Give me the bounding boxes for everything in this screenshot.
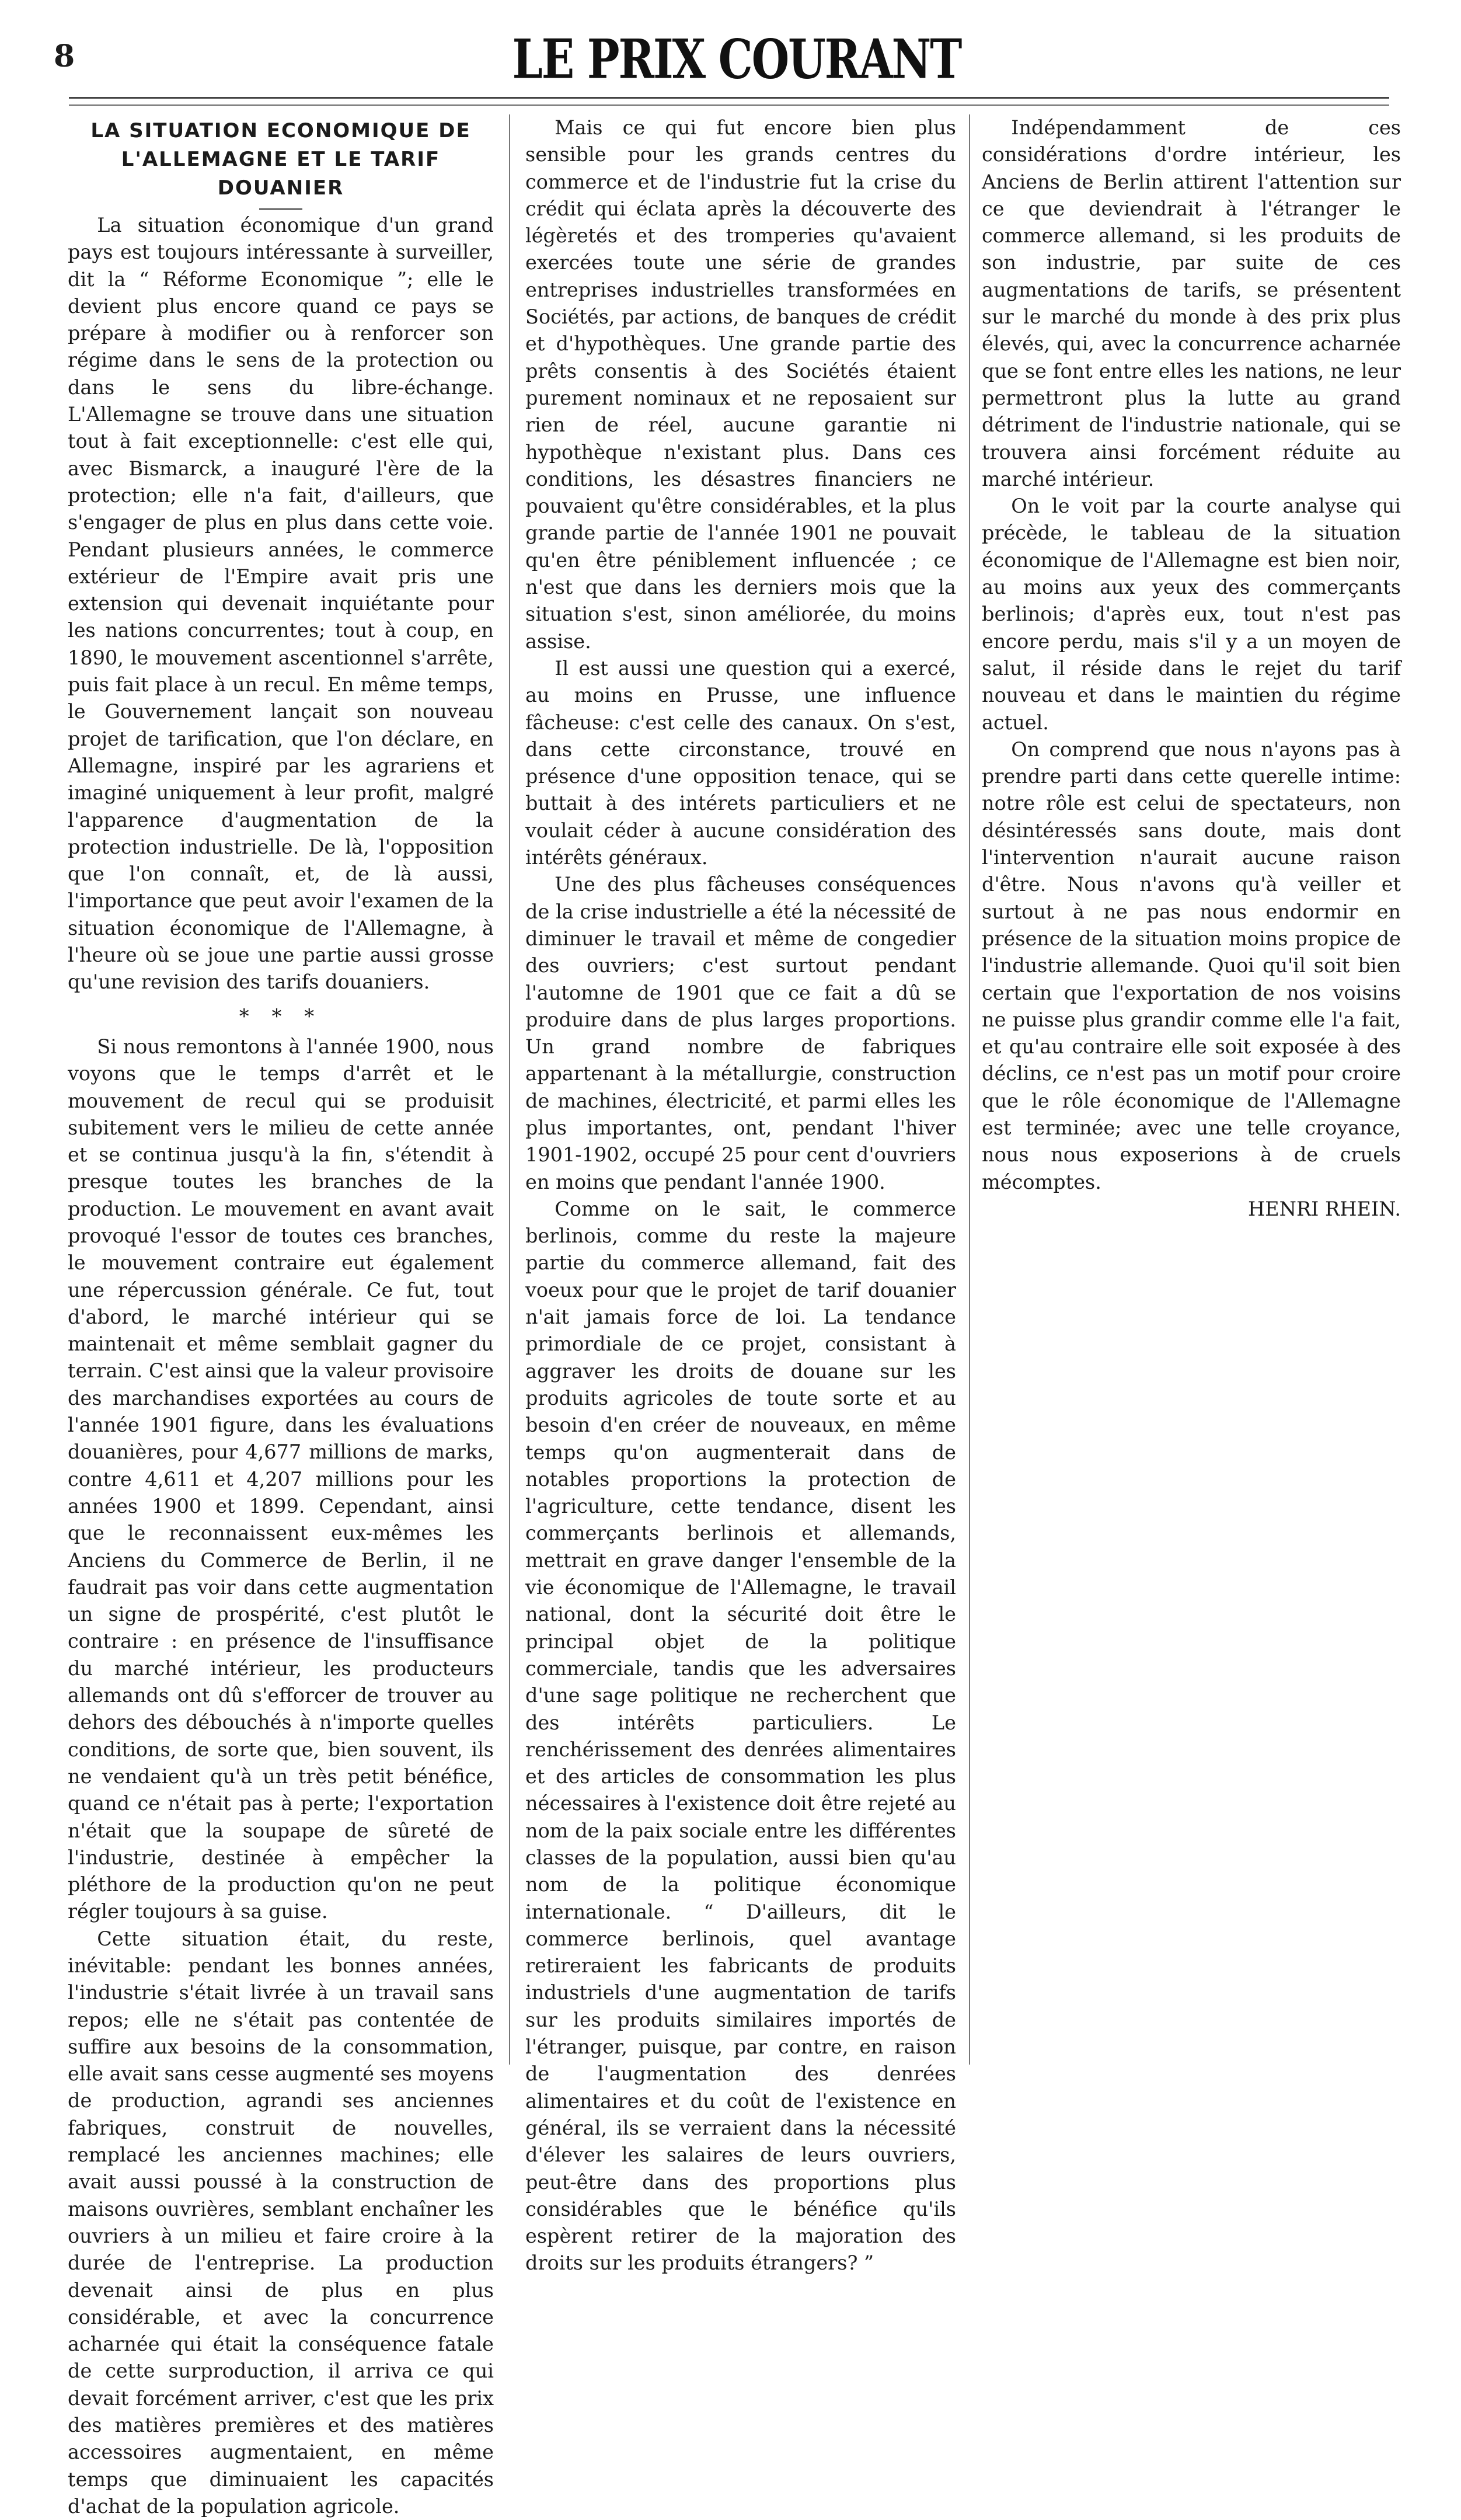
article-paragraph: La situation économique d'un grand pays est toujours intéressante à surveiller, dit la “ Réforme Economique ”; elle le devient plus encore quand ce pays se prépare à modifier ou à renforcer son régime dans le sens de la protection ou dans le sens du libre-échange. L'Allemagne se trouve dans une situation tout à fait exceptionnelle: c'est elle qui, avec Bismarck, a inauguré l'ère de la protection; elle n'a fait, d'ailleurs, que s'engager de plus en plus dans cette voie. Pendant plusieurs années, le commerce extérieur de l'Empire avait pris une extension qui devenait inquiétante pour les nations concurrentes; tout à coup, en 1890, le mouvement ascentionnel s'arrête, puis fait place à un recul. En même temps, le Gouvernement lançait son nouveau projet de tarification, que l'on déclare, en Allemagne, inspiré par les agrariens et imaginé uniquement à leur profit, malgré l'apparence d'augmentation de la protection industrielle. De là, l'opposition que l'on connaît, et, de là aussi, l'importance que peut avoir l'examen de la situation économique de l'Allemagne, à l'heure où se joue une partie aussi grosse qu'une revision des tarifs douaniers. (68, 214, 494, 994)
page-number: 8 (54, 39, 75, 74)
article-paragraph: Cette situation était, du reste, inévitable: pendant les bonnes années, l'industrie s'était livrée à un travail sans repos; elle ne s'était pas contentée de suffire aux besoins de la consommation, elle avait sans cesse augmenté ses moyens de production, agrandi ses anciennes fabriques, construit de nouvelles, remplacé les anciennes machines; elle avait aussi poussé à la construction de maisons ouvrières, semblant enchaîner les ouvriers à un milieu et faire croire à la durée de l'entreprise. La production devenait ainsi de plus en plus considérable, et avec la concurrence acharnée qui était la conséquence fatale de cette surproduction, il arriva ce qui devait forcément arriver, c'est que les prix des matières premières et des matières accessoires augmentaient, en même temps que diminuaient les capacités d'achat de la population agricole. (68, 1927, 494, 2518)
column-3 (982, 114, 1401, 2065)
column-2 (525, 114, 956, 2275)
article-paragraph: On comprend que nous n'ayons pas à prendre parti dans cette querelle intime: notre rôle est celui de spectateurs, non désintéressés sans doute, mais dont l'intervention n'aurait aucune raison d'être. Nous n'avons qu'à veiller et surtout à ne pas nous endormir en présence de la situation moins propice de l'industrie allemande. Quoi qu'il soit bien certain que l'exportation de nos voisins ne puisse plus grandir comme elle l'a fait, et qu'au contraire elle soit exposée à des déclins, ce n'est pas un motif pour croire que le rôle économique de l'Allemagne est terminée; avec une telle croyance, nous nous exposerions à de cruels mécomptes. (982, 737, 1401, 1193)
article-paragraph: Indépendamment de ces considérations d'ordre intérieur, les Anciens de Berlin attirent l'attention sur ce que deviendrait à l'étranger le commerce allemand, si les produits de son industrie, par suite de ces augmentations de tarifs, se présentent sur le marché du monde à des prix plus élevés, qui, avec la concurrence acharnée que se font entre elles les nations, ne leur permettront plus la lutte au grand détriment de l'industrie nationale, qui se trouvera ainsi forcément réduite au marché intérieur. (982, 116, 1401, 490)
author-signature: HENRI RHEIN. (1247, 1197, 1401, 1220)
column-1 (68, 114, 494, 2518)
article-paragraph: Comme on le sait, le commerce berlinois, comme du reste la majeure partie du commerce allemand, fait des voeux pour que le projet de tarif douanier n'ait jamais force de loi. La tendance primordiale de ce projet, consistant à aggraver les droits de douane sur les produits agricoles de toute sorte et au besoin d'en créer de nouveaux, en même temps qu'on augmenterait dans de notables proportions la protection de l'agriculture, cette tendance, disent les commerçants berlinois et allemands, mettrait en grave danger l'ensemble de la vie économique de l'Allemagne, le travail national, dont la sécurité doit être le principal objet de la politique commerciale, tandis que les adversaires d'une sage politique ne recherchent que des intérêts particuliers. Le renchérissement des denrées alimentaires et des articles de consommation les plus nécessaires à l'existence doit être rejeté au nom de la paix sociale entre les différentes classes de la population, aussi bien qu'au nom de la politique économique internationale. “ D'ailleurs, dit le commerce berlinois, quel avantage retireraient les fabricants de produits industriels d'une augmentation de tarifs sur les produits similaires importés de l'étranger, puisque, par contre, en raison de l'augmentation des denrées alimentaires et du coût de l'existence en général, ils se verraient dans la nécessité d'élever les salaires de leurs ouvriers, peut-être dans des proportions plus considérables que le bénéfice qu'ils espèrent retirer de la majoration des droits sur les produits étrangers? ” (525, 1197, 956, 2275)
masthead-title: LE PRIX COURANT (512, 28, 961, 91)
section-separator: * * * (239, 1004, 323, 1028)
article-paragraph: Il est aussi une question qui a exercé, au moins en Prusse, une influence fâcheuse: c'est celle des canaux. On s'est, dans cette circonstance, trouvé en présence d'une opposition tenace, qui se buttait à des intérets particuliers et ne voulait céder à aucune considération des intérêts généraux. (525, 656, 956, 869)
signature-line (982, 1196, 1401, 1223)
article-headline: LA SITUATION ECONOMIQUE DE L'ALLEMAGNE ET LE TARIF DOUANIER (90, 119, 471, 200)
header-rule (69, 97, 1389, 106)
article-paragraph: Mais ce qui fut encore bien plus sensible pour les grands centres du commerce et de l'industrie fut la crise du crédit qui éclata après la découverte des légèretés et des tromperies qu'avaient exercées toute une série de grandes entreprises industrielles transformées en Sociétés, par actions, de banques de crédit et d'hypothèques. Une grande partie des prêts consentis à des Sociétés étaient purement nominaux et ne reposaient sur rien de réel, aucune garantie ni hypothèque n'existant plus. Dans ces conditions, les désastres financiers ne pouvaient qu'être considérables, et la plus grande partie de l'année 1901 ne pouvait qu'en être péniblement influencée ; ce n'est que dans les derniers mois que la situation s'est, sinon améliorée, du moins assise. (525, 116, 956, 653)
masthead-logo (512, 27, 961, 92)
article-paragraph: On le voit par la courte analyse qui précède, le tableau de la situation économique de l'Allemagne est bien noir, au moins aux yeux des commerçants berlinois; d'après eux, tout n'est pas encore perdu, mais s'il y a un moyen de salut, il réside dans le rejet du tarif nouveau et dans le maintien du régime actuel. (982, 495, 1401, 734)
headline-rule (259, 208, 302, 210)
article-paragraph: Si nous remontons à l'année 1900, nous voyons que le temps d'arrêt et le mouvement de recul qui se produisit subitement vers le milieu de cette année et se continua jusqu'à la fin, s'étendit à presque toutes les branches de la production. Le mouvement en avant avait provoqué l'essor de toutes ces branches, le mouvement contraire eut également une répercussion générale. Ce fut, tout d'abord, le marché intérieur qui se maintenait et même semblait gagner du terrain. C'est ainsi que la valeur provisoire des marchandises exportées au cours de l'année 1901 figure, dans les évaluations douanières, pour 4,677 millions de marks, contre 4,611 et 4,207 millions pour les années 1900 et 1899. Cependant, ainsi que le reconnaissent eux-mêmes les Anciens du Commerce de Berlin, il ne faudrait pas voir dans cette augmentation un signe de prospérité, c'est plutôt le contraire : en présence de l'insuffisance du marché intérieur, les producteurs allemands ont dû s'efforcer de trouver au dehors des débouchés à n'importe quelles conditions, de sorte que, bien souvent, ils ne vendaient qu'à un très petit bénéfice, quand ce n'était pas à perte; l'exportation n'était que la soupape de sûreté de l'industrie, destinée à empêcher la pléthore de la production qu'on ne peut régler toujours à sa guise. (68, 1035, 494, 1923)
column-divider (969, 114, 970, 2065)
article-paragraph: Une des plus fâcheuses conséquences de la crise industrielle a été la nécessité de diminuer le travail et même de congedier des ouvriers; c'est surtout pendant l'automne de 1901 que ce fait a dû se produire dans de plus larges proportions. Un grand nombre de fabriques appartenant à la métallurgie, construction de machines, électricité, et parmi elles les plus importantes, ont, pendant l'hiver 1901-1902, occupé 25 pour cent d'ouvriers en moins que pendant l'année 1900. (525, 873, 956, 1193)
column-divider (509, 114, 510, 2065)
